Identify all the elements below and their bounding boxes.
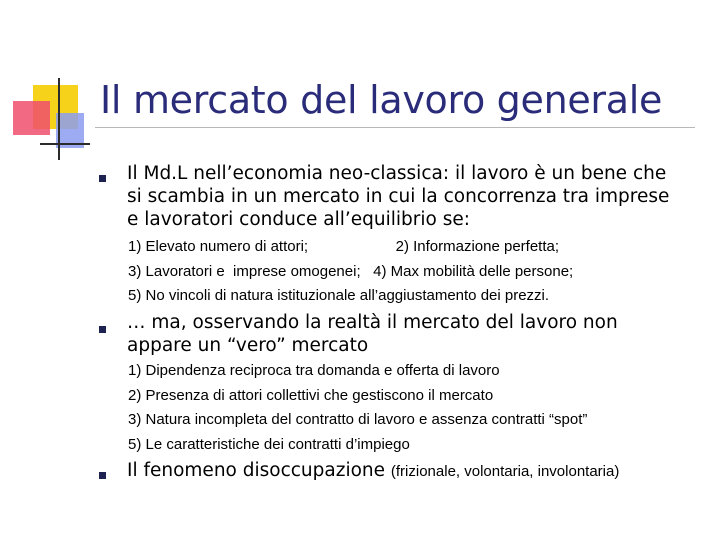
bullet-2-line: … ma, osservando la realtà il mercato del lavoro non xyxy=(127,312,618,333)
slide-title: Il mercato del lavoro generale xyxy=(100,78,663,122)
bullet-2-sublist xyxy=(128,359,587,457)
vertical-line xyxy=(58,78,60,160)
bullet-1-text xyxy=(127,162,669,231)
sub-item: 3) Natura incompleta del contratto di lavoro e assenza contratti “spot” xyxy=(128,411,588,428)
sub-item: 3) Lavoratori e imprese omogenei; 4) Max mobilità delle persone; xyxy=(128,262,574,280)
bullet-2-line: appare un “vero” mercato xyxy=(127,335,369,356)
sub-item: 5) Le caratteristiche dei contratti d’impiego xyxy=(128,435,410,453)
horizontal-line xyxy=(40,143,90,145)
bullet-2-icon xyxy=(99,326,106,333)
bullet-1-sublist xyxy=(128,235,573,309)
sub-item: 1) Dipendenza reciproca tra domanda e offerta di lavoro xyxy=(128,362,500,379)
decorative-logo xyxy=(0,0,110,170)
sub-item: 5) No vincoli di natura istituzionale all’aggiustamento dei prezzi. xyxy=(128,287,550,304)
sub-item: 2) Presenza di attori collettivi che gestiscono il mercato xyxy=(128,386,494,404)
bullet-1-line: si scambia in un mercato in cui la concorrenza tra imprese xyxy=(127,186,670,207)
title-divider xyxy=(95,127,695,128)
bullet-3-text xyxy=(127,459,619,483)
bullet-3-main: Il fenomeno disoccupazione xyxy=(127,460,391,481)
bullet-3-icon xyxy=(99,472,106,479)
bullet-2-text xyxy=(127,311,618,357)
bullet-1-line: Il Md.L nell’economia neo-classica: il lavoro è un bene che xyxy=(127,163,667,184)
bullet-1-icon xyxy=(99,175,106,182)
bullet-1-line: e lavoratori conduce all’equilibrio se: xyxy=(127,209,470,230)
bullet-3-small: (frizionale, volontaria, involontaria) xyxy=(390,463,620,480)
sub-item: 1) Elevato numero di attori; 2) Informazione perfetta; xyxy=(128,238,560,255)
red-square xyxy=(13,101,50,135)
